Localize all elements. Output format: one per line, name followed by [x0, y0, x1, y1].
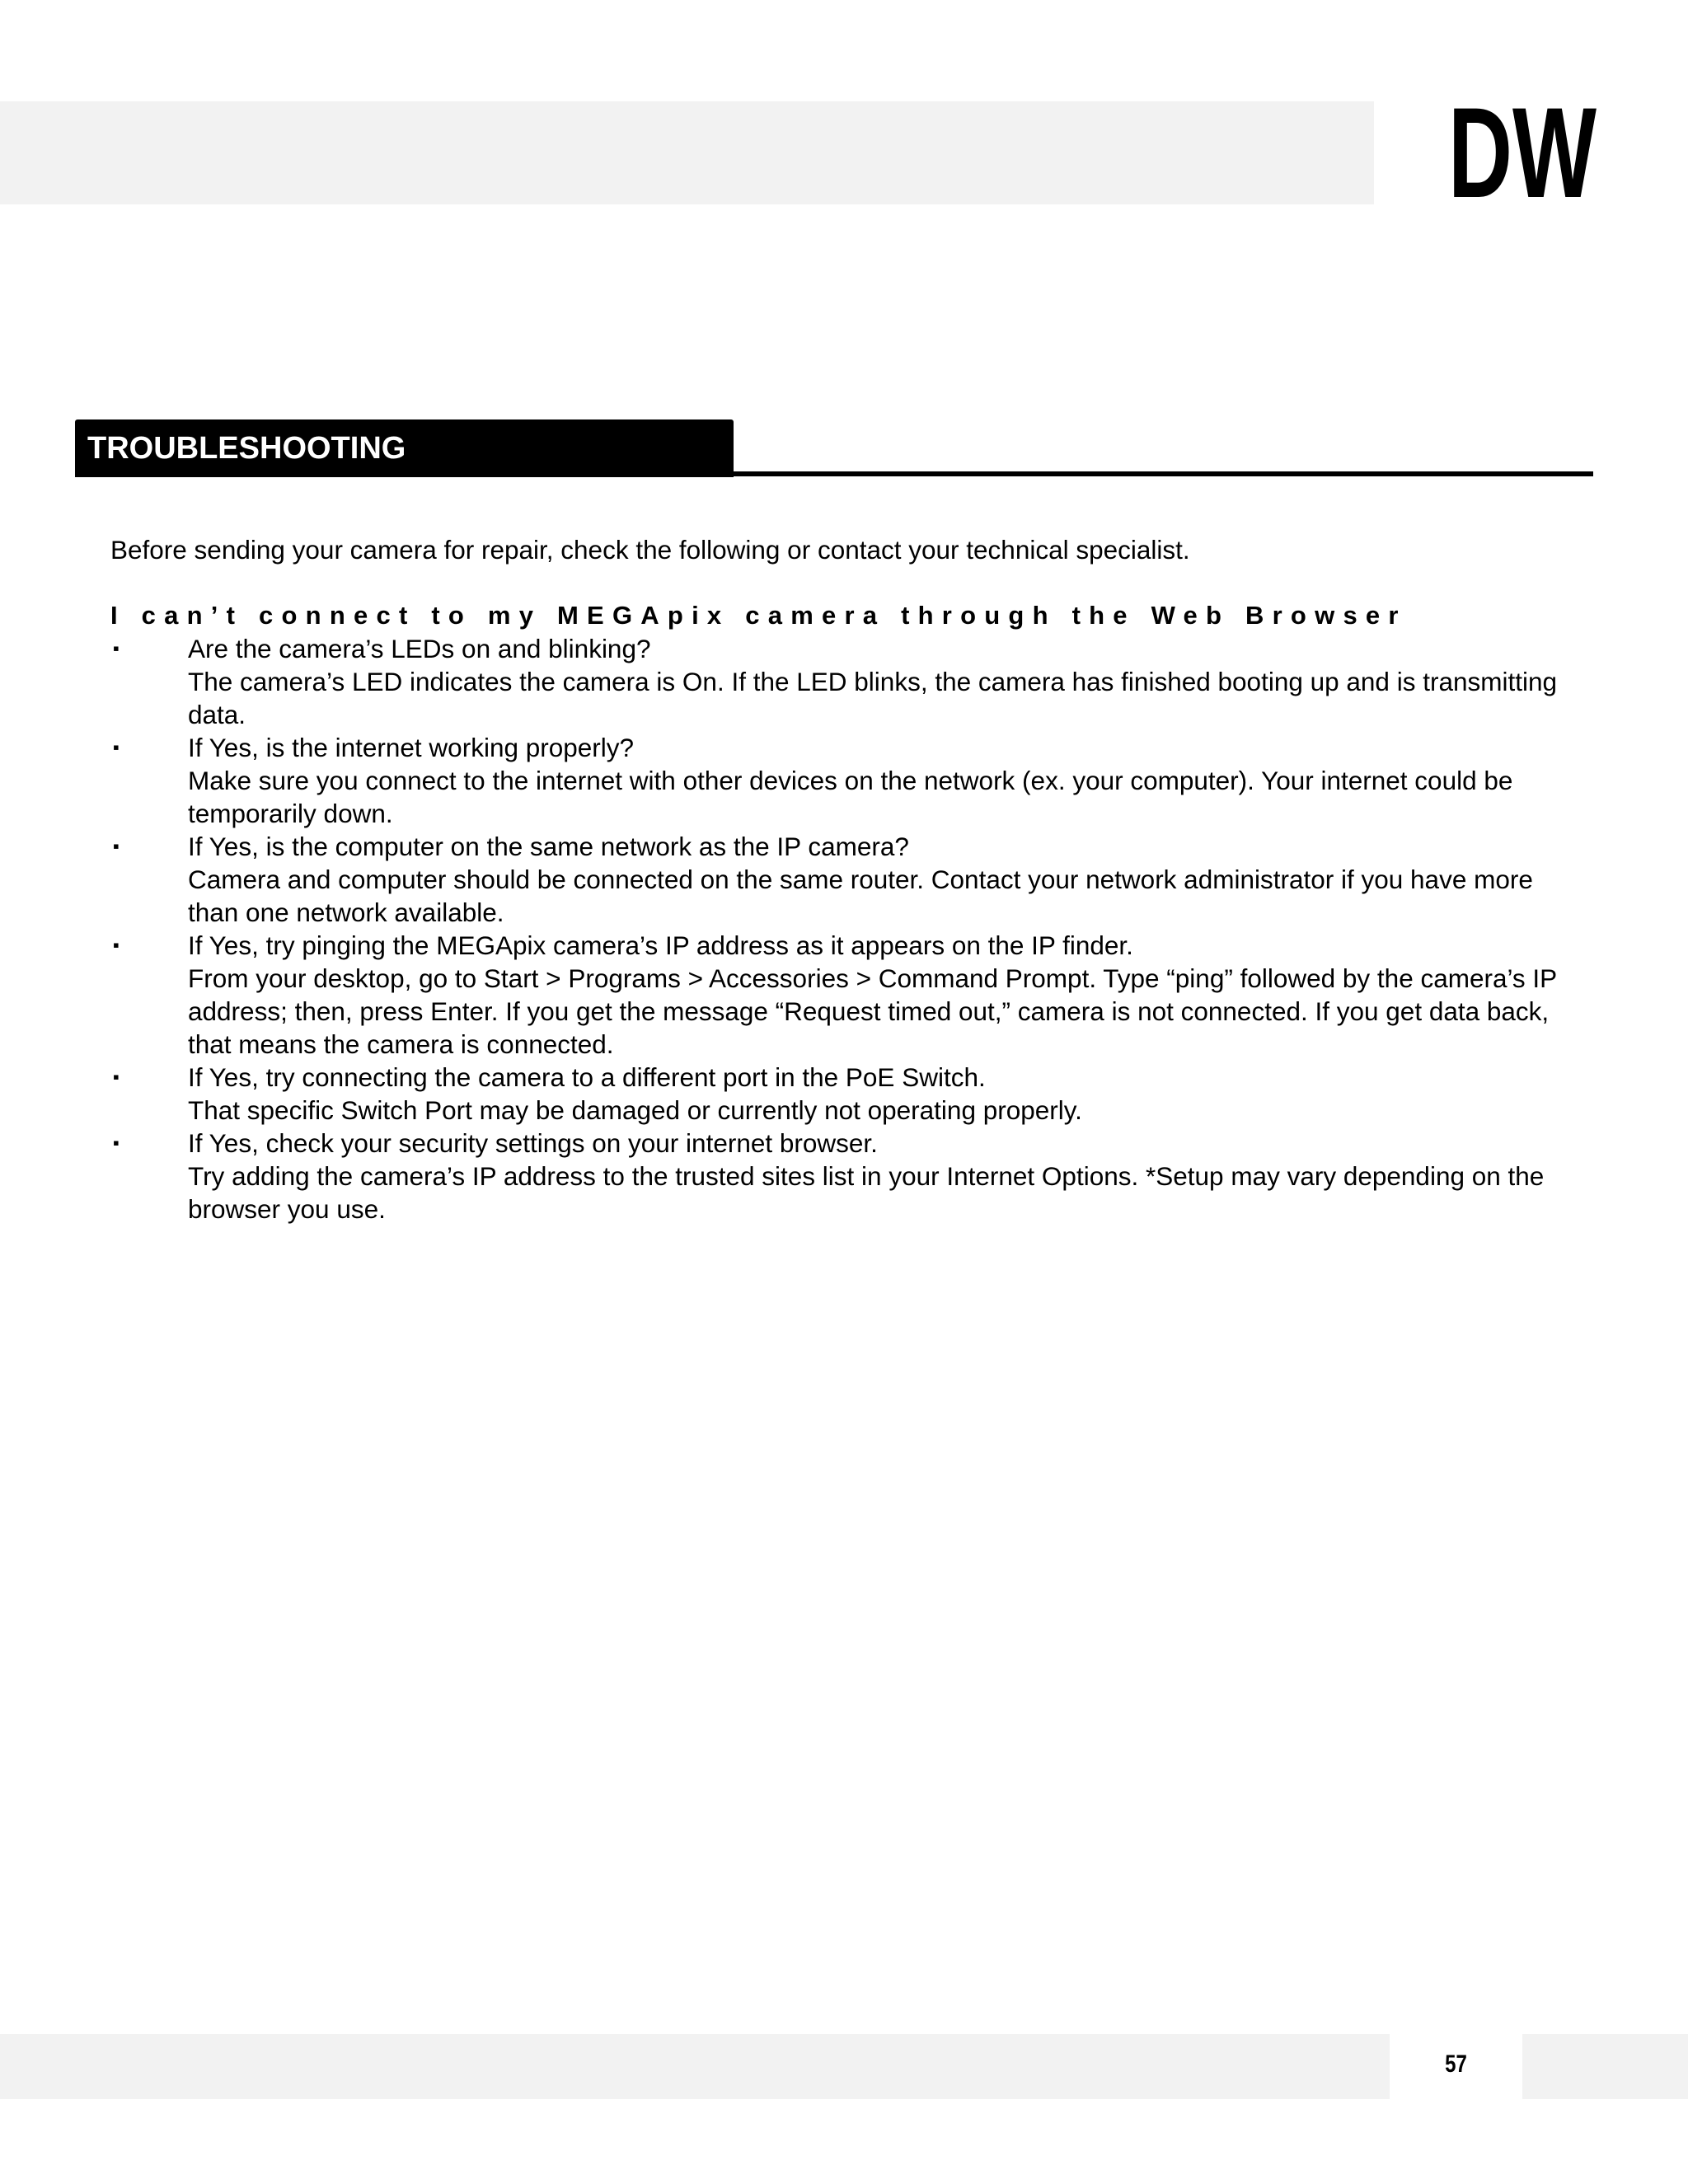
bullet-icon: ▪	[113, 836, 120, 856]
section-rule	[734, 471, 1593, 476]
item-question: If Yes, is the computer on the same network as the IP camera?	[188, 832, 909, 861]
header-band	[0, 101, 1374, 204]
list-item	[110, 632, 1561, 731]
item-question: If Yes, check your security settings on your internet browser.	[188, 1128, 878, 1158]
dw-logo-text: DW	[1448, 82, 1597, 225]
footer-band-right	[1522, 2034, 1688, 2099]
list-item	[110, 1127, 1561, 1226]
item-answer: From your desktop, go to Start > Programs > Accessories > Command Prompt. Type “ping” followed by the camera’s IP address; then, press Enter. If you get the message “Request timed out,” camera is not connected. If you get data back, that means the camera is connected.	[188, 963, 1557, 1059]
page-number: 57	[1445, 2050, 1467, 2078]
bullet-icon: ▪	[113, 935, 120, 955]
list-item	[110, 731, 1561, 830]
list-item	[110, 1061, 1561, 1127]
item-question: If Yes, try pinging the MEGApix camera’s IP address as it appears on the IP finder.	[188, 930, 1133, 960]
troubleshooting-list	[110, 632, 1561, 1226]
section-title: TROUBLESHOOTING	[87, 431, 406, 466]
bullet-icon: ▪	[113, 1066, 120, 1087]
intro-text: Before sending your camera for repair, check the following or contact your technical specialist.	[110, 535, 1190, 565]
item-answer: That specific Switch Port may be damaged or currently not operating properly.	[188, 1095, 1082, 1125]
item-question: If Yes, is the internet working properly?	[188, 733, 635, 762]
bullet-icon: ▪	[113, 1132, 120, 1153]
list-item	[110, 929, 1561, 1061]
item-answer: The camera’s LED indicates the camera is On. If the LED blinks, the camera has finished booting up and is transmitting data.	[188, 667, 1558, 729]
list-item	[110, 830, 1561, 929]
main-content	[110, 533, 1561, 1226]
item-answer: Try adding the camera’s IP address to the trusted sites list in your Internet Options. *Setup may vary depending on the browser you use.	[188, 1161, 1545, 1224]
bullet-icon: ▪	[113, 638, 120, 658]
footer-band-left	[0, 2034, 1390, 2099]
item-answer: Make sure you connect to the internet with other devices on the network (ex. your computer). Your internet could be temporarily down.	[188, 766, 1513, 828]
subheading: I can’t connect to my MEGApix camera through the Web Browser	[110, 601, 1407, 630]
section-header-bar	[75, 419, 734, 477]
item-question: If Yes, try connecting the camera to a different port in the PoE Switch.	[188, 1062, 986, 1092]
bullet-icon: ▪	[113, 737, 120, 757]
item-answer: Camera and computer should be connected on the same router. Contact your network administrator if you have more than one network available.	[188, 865, 1533, 927]
dw-logo	[1447, 82, 1598, 225]
item-question: Are the camera’s LEDs on and blinking?	[188, 634, 651, 663]
